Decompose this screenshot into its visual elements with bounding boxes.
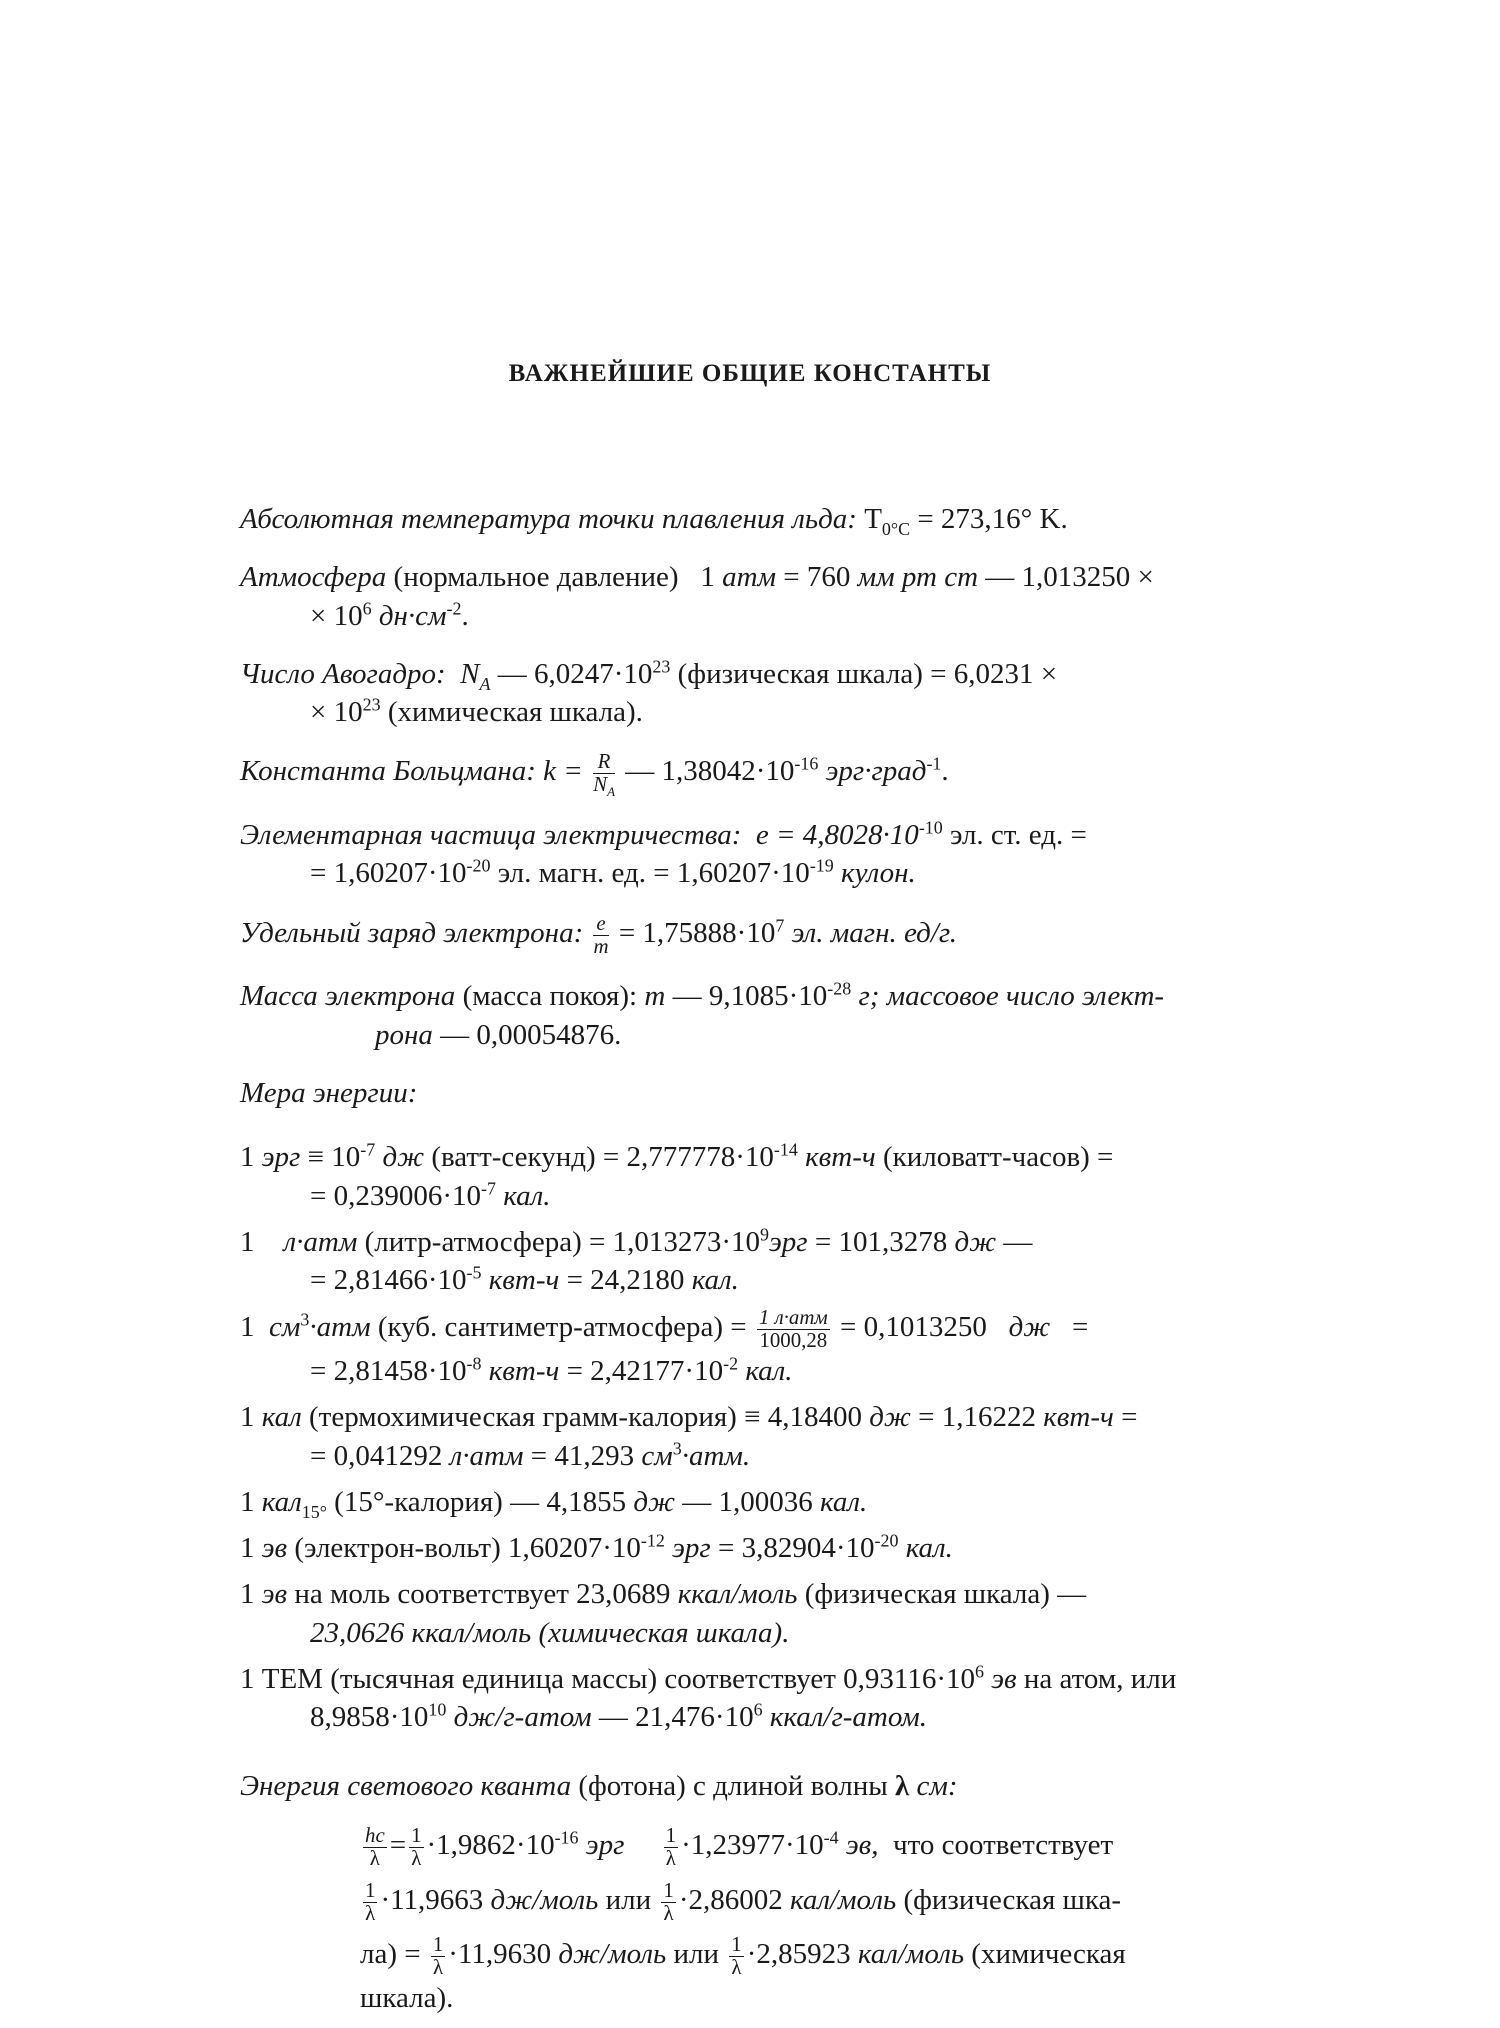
- inv-lambda-2: [664, 1822, 678, 1870]
- cal-j-value: (термохимическая грамм-калория) ≡ 4,18400: [309, 1401, 862, 1434]
- avogadro-value-chem: × 10: [310, 696, 363, 729]
- erg-unit-j: дж: [382, 1141, 425, 1174]
- specific-charge-fraction: [593, 910, 609, 958]
- erg-unit: эрг: [261, 1141, 301, 1174]
- avogadro-sub: A: [479, 673, 491, 694]
- electron-mass-value: — 9,1085·10: [672, 980, 828, 1013]
- tem-exp2: 10: [428, 1699, 447, 1720]
- erg-cal-value: = 0,239006·10: [310, 1179, 482, 1212]
- cm3atm-fraction: [757, 1307, 830, 1352]
- cm3atm-den: 1000,28: [759, 1328, 828, 1353]
- photon-eq: =: [389, 1828, 407, 1861]
- photon-formulas: [240, 1822, 1330, 2018]
- inv-lambda-4-num: 1: [663, 1877, 674, 1902]
- abs-temp-sub: 0°C: [881, 518, 911, 539]
- elementary-exp-esu: -10: [918, 817, 943, 838]
- boltzmann-den: N: [593, 772, 608, 797]
- cal-unit-atm: ·атм.: [681, 1439, 751, 1472]
- photon-unit: см:: [916, 1769, 958, 1802]
- atmosphere-760: = 760: [783, 561, 851, 594]
- erg-one: 1: [240, 1141, 255, 1174]
- ev-unit: эв: [261, 1532, 288, 1565]
- photon-calmol-phys: ·2,86002: [678, 1883, 783, 1916]
- inv-lambda-5-den: λ: [433, 1955, 444, 1980]
- latm-dash: —: [1003, 1225, 1033, 1258]
- electron-mass-label: Масса электрона: [240, 980, 456, 1013]
- elementary-label: Элементарная частица электричества:: [240, 819, 742, 852]
- spacer: [240, 1745, 1330, 1767]
- atmosphere-exp: 6: [362, 597, 372, 618]
- hc-den: λ: [369, 1845, 380, 1870]
- cm3atm-unit-j: дж: [1008, 1311, 1051, 1344]
- specific-charge-label: Удельный заряд электрона:: [240, 916, 584, 949]
- photon-ev-value: ·1,23977·10: [681, 1828, 824, 1861]
- erg-exp2: -14: [773, 1139, 798, 1160]
- photon-unit-erg: эрг: [585, 1828, 625, 1861]
- ev-unit-erg: эрг: [672, 1532, 711, 1565]
- cal-unit-kwh: квт-ч: [1043, 1401, 1114, 1434]
- latm-unit-kwh: квт-ч: [488, 1264, 560, 1297]
- tem-unit-kcal: ккал/г-атом.: [769, 1701, 928, 1734]
- cal15-unit-cal: кал.: [820, 1485, 868, 1518]
- photon-paren: (фотона) с длиной волны: [578, 1769, 888, 1802]
- inv-lambda-1-num: 1: [411, 1822, 422, 1847]
- abs-temp-label: Абсолютная температура точки плавления льда:: [240, 503, 857, 535]
- specific-charge-den: m: [593, 933, 609, 958]
- cm3atm-kwh-value: = 2,81458·10: [310, 1355, 467, 1388]
- avogadro-value-phys: — 6,0247·10: [497, 657, 653, 690]
- photon-erg-value: ·1,9862·10: [426, 1828, 555, 1861]
- evm-unit-phys: ккал/моль: [677, 1578, 798, 1611]
- cm3atm-unit-cal: кал.: [745, 1355, 793, 1388]
- elementary-value-coulomb: эл. магн. ед. = 1,60207·10: [497, 857, 810, 890]
- latm-kwh-value: = 2,81466·10: [310, 1264, 467, 1297]
- cal-one: 1: [240, 1401, 255, 1434]
- photon-or-1: или: [605, 1883, 652, 1916]
- abs-temp-symbol: T: [864, 503, 882, 535]
- evm-one: 1: [240, 1578, 255, 1611]
- entry-photon-energy: [240, 1767, 1330, 1805]
- cal-unit-cm: см: [641, 1439, 673, 1472]
- energy-cal: [240, 1398, 1330, 1475]
- photon-unit-ev: эв,: [845, 1828, 879, 1861]
- cm3atm-unit-kwh: квт-ч: [488, 1355, 560, 1388]
- inv-lambda-3: [363, 1877, 377, 1925]
- entry-elementary-charge: [240, 816, 1330, 893]
- photon-label: Энергия светового кванта: [240, 1769, 572, 1802]
- specific-charge-unit: эл. магн. ед/г.: [791, 916, 958, 949]
- ev-exp1: -12: [640, 1530, 665, 1551]
- energy-cm3-atm: [240, 1307, 1330, 1390]
- cal15-cal-value: — 1,00036: [682, 1485, 813, 1518]
- entry-boltzmann: [240, 749, 1330, 800]
- tem-kcal-value: — 21,476·10: [598, 1701, 754, 1734]
- entry-electron-mass: [240, 977, 1330, 1054]
- latm-erg-value: (литр-атмосфера) = 1,013273·10: [364, 1225, 760, 1258]
- entry-specific-charge: [240, 910, 1330, 958]
- boltzmann-unit: эрг·град: [825, 755, 927, 788]
- latm-unit-cal: кал.: [691, 1264, 739, 1297]
- atmosphere-paren: (нормальное давление): [393, 561, 679, 594]
- cal-cm3atm-value: = 41,293: [530, 1439, 635, 1472]
- ev-exp2: -20: [874, 1530, 899, 1551]
- elementary-exp-coulomb: -19: [809, 855, 834, 876]
- photon-unit-calmol-chem: кал/моль: [857, 1938, 965, 1971]
- hc-fraction: [363, 1822, 387, 1870]
- avogadro-text-chem: (химическая шкала).: [387, 696, 643, 729]
- cal-unit-j: дж: [869, 1401, 911, 1434]
- boltzmann-unit-exp: -1: [926, 753, 942, 774]
- cm3atm-eq: =: [1071, 1311, 1089, 1344]
- inv-lambda-4-den: λ: [663, 1900, 674, 1925]
- avogadro-symbol: N: [460, 657, 480, 690]
- evm-text-phys: (физическая шкала) —: [804, 1578, 1087, 1611]
- evm-value-chem: 23,0626: [310, 1616, 405, 1649]
- inv-lambda-4: [661, 1877, 675, 1925]
- electron-mass-paren: (масса покоя):: [462, 980, 638, 1013]
- electron-mass-exp: -28: [827, 978, 852, 999]
- latm-unit: л·атм: [283, 1225, 358, 1258]
- atmosphere-cont: × 10: [310, 599, 363, 632]
- cal-unit-exp: 3: [672, 1438, 682, 1459]
- page-title: ВАЖНЕЙШИЕ ОБЩИЕ КОНСТАНТЫ: [508, 360, 992, 387]
- cm3atm-text: (куб. сантиметр-атмосфера) =: [377, 1311, 747, 1344]
- avogadro-exp-chem: 23: [362, 694, 381, 715]
- abs-temp-value: = 273,16° K.: [917, 503, 1068, 535]
- cm3atm-one: 1: [240, 1311, 255, 1344]
- energy-liter-atm: [240, 1223, 1330, 1300]
- atmosphere-end: .: [461, 599, 469, 632]
- erg-exp3: -7: [481, 1177, 496, 1198]
- photon-text-phys: (физическая шка-: [903, 1883, 1122, 1916]
- avogadro-label: Число Авогадро:: [240, 657, 446, 690]
- boltzmann-label: Константа Больцмана:: [240, 755, 536, 788]
- cal15-j-value: (15°-калория) — 4,1855: [334, 1485, 627, 1518]
- inv-lambda-3-num: 1: [365, 1877, 376, 1902]
- cal15-unit-j: дж: [633, 1485, 675, 1518]
- erg-unit-cal: кал.: [503, 1179, 551, 1212]
- specific-charge-exp: 7: [775, 915, 785, 936]
- inv-lambda-1: [409, 1822, 423, 1870]
- atmosphere-label: Атмосфера: [240, 561, 387, 594]
- ev-one: 1: [240, 1532, 255, 1565]
- energy-tem: [240, 1660, 1330, 1737]
- elementary-value-esu: e = 4,8028·10: [755, 819, 919, 852]
- specific-charge-num: e: [596, 910, 606, 935]
- photon-line-3: [360, 1934, 1330, 2017]
- cal15-sub: 15°: [301, 1501, 327, 1522]
- latm-exp2: -5: [466, 1262, 482, 1283]
- energy-heading-text: Мера энергии:: [240, 1077, 418, 1110]
- cm3atm-cal-value: = 2,42177·10: [566, 1355, 724, 1388]
- erg-exp1: -7: [360, 1139, 376, 1160]
- ev-erg-value: (электрон-вольт) 1,60207·10: [294, 1532, 641, 1565]
- elementary-exp-emu: -20: [466, 855, 491, 876]
- inv-lambda-5-num: 1: [432, 1932, 444, 1957]
- tem-exp1: 6: [974, 1661, 984, 1682]
- entry-absolute-temperature: [240, 500, 1330, 538]
- boltzmann-num: R: [597, 749, 611, 774]
- boltzmann-exp: -16: [794, 753, 819, 774]
- photon-unit-jmol-chem: дж/моль: [558, 1938, 667, 1971]
- photon-unit-calmol-phys: кал/моль: [790, 1883, 897, 1916]
- entry-atmosphere: [240, 558, 1330, 635]
- electron-mass-cont: рона: [375, 1018, 433, 1051]
- cm3atm-unit-b: ·атм: [309, 1311, 371, 1344]
- evm-text-chem: (химическая шкала).: [538, 1616, 790, 1649]
- photon-unit-jmol-phys: дж/моль: [490, 1883, 599, 1916]
- boltzmann-fraction: [593, 749, 615, 800]
- inv-lambda-1-den: λ: [411, 1845, 422, 1870]
- photon-text-corresponds: что соответствует: [893, 1828, 1114, 1861]
- cal-latm-value: = 0,041292: [310, 1439, 443, 1472]
- tem-j-value: 8,9858·10: [310, 1701, 429, 1734]
- photon-lambda: λ: [895, 1769, 910, 1802]
- hc-num: hc: [365, 1822, 385, 1847]
- photon-or-2: или: [673, 1938, 719, 1971]
- inv-lambda-6: [729, 1934, 743, 1979]
- elementary-unit-esu: эл. ст. ед. =: [950, 819, 1087, 852]
- energy-ev: [240, 1529, 1330, 1567]
- photon-text-end: шкала).: [360, 1982, 454, 2015]
- elementary-unit-coulomb: кулон.: [841, 857, 916, 890]
- atmosphere-value: — 1,013250 ×: [985, 561, 1154, 594]
- specific-charge-value: = 1,75888·10: [618, 916, 776, 949]
- latm-one: 1: [240, 1225, 255, 1258]
- latm-unit-j: дж: [954, 1225, 997, 1258]
- electron-mass-number: — 0,00054876.: [440, 1018, 622, 1051]
- erg-kwh-value: (ватт-секунд) = 2,777778·10: [431, 1141, 774, 1174]
- photon-exp1: -16: [554, 1827, 579, 1848]
- inv-lambda-3-den: λ: [365, 1900, 376, 1925]
- inv-lambda-2-den: λ: [665, 1845, 676, 1870]
- tem-unit-j: дж/г-атом: [453, 1701, 592, 1734]
- cal15-one: 1: [240, 1485, 255, 1518]
- photon-jmol-phys: ·11,9663: [380, 1883, 484, 1916]
- boltzmann-end: .: [941, 755, 949, 788]
- cal-unit-latm: л·атм: [449, 1439, 524, 1472]
- tem-exp3: 6: [753, 1699, 763, 1720]
- atmosphere-unit-dyn: дн·см: [378, 599, 447, 632]
- boltzmann-den-sub: A: [607, 784, 615, 800]
- ev-unit-cal: кал.: [905, 1532, 953, 1565]
- cm3atm-exp1: -8: [466, 1353, 482, 1374]
- photon-line-1: [360, 1822, 1330, 1870]
- cal-eq: =: [1121, 1401, 1138, 1434]
- photon-text-chem: (химическая: [971, 1938, 1126, 1971]
- inv-lambda-6-den: λ: [731, 1955, 742, 1980]
- tem-ev-value: 1 ТЕМ (тысячная единица массы) соответствует 0,93116·10: [240, 1663, 975, 1696]
- boltzmann-k: k =: [543, 755, 583, 788]
- avogadro-text-phys: (физическая шкала) = 6,0231 ×: [677, 657, 1058, 690]
- atmosphere-exp2: -2: [446, 597, 462, 618]
- ev-cal-value: = 3,82904·10: [717, 1532, 875, 1565]
- boltzmann-value: — 1,38042·10: [625, 755, 795, 788]
- evm-unit-chem: ккал/моль: [411, 1616, 532, 1649]
- atmosphere-one: 1: [700, 561, 715, 594]
- latm-cal-value: = 24,2180: [566, 1264, 685, 1297]
- photon-exp2: -4: [823, 1827, 839, 1848]
- inv-lambda-2-num: 1: [665, 1822, 677, 1847]
- photon-jmol-chem: ·11,9630: [448, 1938, 552, 1971]
- avogadro-exp-phys: 23: [652, 656, 671, 677]
- photon-calmol-chem: ·2,85923: [746, 1938, 851, 1971]
- inv-lambda-5: [431, 1934, 445, 1979]
- atmosphere-unit-atm: атм: [722, 561, 777, 594]
- electron-mass-unit: г; массовое число элект-: [858, 980, 1165, 1013]
- photon-line-2: [360, 1877, 1330, 1925]
- tem-unit-ev: эв: [991, 1663, 1017, 1696]
- photon-scale-eq: ла) =: [360, 1938, 421, 1971]
- erg-unit-kwh: квт-ч: [805, 1141, 876, 1174]
- evm-unit: эв: [261, 1578, 288, 1611]
- evm-value-phys: на моль соответствует 23,0689: [294, 1578, 671, 1611]
- energy-cal15: [240, 1483, 1330, 1521]
- cm3atm-unit-exp: 3: [300, 1309, 310, 1330]
- cal-unit: кал: [261, 1401, 302, 1434]
- inv-lambda-6-num: 1: [731, 1932, 742, 1957]
- cm3atm-unit: см: [269, 1311, 301, 1344]
- energy-erg: [240, 1138, 1330, 1215]
- atmosphere-unit-mmhg: мм рт ст: [857, 561, 979, 594]
- constants-list: [240, 500, 1330, 2028]
- erg-equiv: ≡ 10: [307, 1141, 361, 1174]
- cm3atm-num: 1 л·атм: [758, 1305, 828, 1330]
- cal-kwh-value: = 1,16222: [918, 1401, 1036, 1434]
- cm3atm-j-value: = 0,1013250: [839, 1311, 987, 1344]
- electron-mass-m: m: [644, 980, 666, 1013]
- cal15-unit: кал: [261, 1485, 302, 1518]
- latm-j-value: = 101,3278: [814, 1225, 948, 1258]
- erg-kwh-text: (киловатт-часов) =: [882, 1141, 1114, 1174]
- elementary-value-emu: = 1,60207·10: [310, 857, 467, 890]
- latm-exp1: 9: [760, 1224, 769, 1245]
- entry-avogadro: [240, 655, 1330, 732]
- energy-ev-per-mole: [240, 1575, 1330, 1652]
- latm-unit-erg: эрг: [768, 1225, 808, 1258]
- tem-text: на атом, или: [1023, 1663, 1177, 1696]
- energy-heading: [240, 1074, 1330, 1112]
- cm3atm-exp2: -2: [723, 1353, 739, 1374]
